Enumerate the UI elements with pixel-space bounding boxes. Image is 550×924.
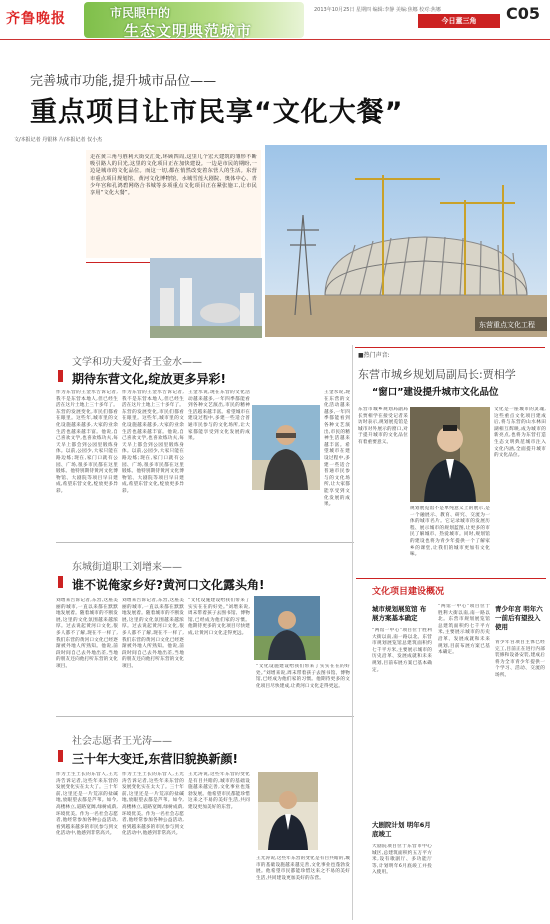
section3-body-col1: 作为土生土长的东营人,王光涛告诉记者,这些年来东营的发展变化实在太大了。三十年前,这里还是一片荒凉的盐碱地,放眼望去都是芦苇。如今,高楼林立,道路宽阔,绿树成荫,环境优美。作为一名社会志愿者,他经常参加各种公益活动,看到越来越多的市民参与到文化活动中,他感到非常高兴。 (56, 772, 118, 837)
box-item1-head: 城市规划展览馆 布展方案基本确定 (372, 605, 427, 622)
lead-title: 重点项目让市民享“文化大餐” (30, 97, 404, 128)
sidebar-body-right: 文化是一座城市的灵魂,这些重点文化项目建成后,将与东营的山水林田湖相互辉映,成为城市的新亮点,也将为东营打造生态文明典范城市注入文化内涵,全面提升城市的文化品位。 (494, 407, 546, 459)
section1-body-col4: 王金水说,现在东营的文化活动越来越多,一年四季都能看到各种文艺演出,市民的精神生活越来越丰富。希望城市在建设过程中,多建一些适合普通市民参与的文化场所,让大家都能享受到文化发展的成果。 (324, 390, 350, 508)
banner-line-2: 生态文明典范城市 (124, 22, 253, 40)
section3-body-col3: 王光涛说,这些年东营的变化是有目共睹的,城市的基础设施越来越完善,文化事业也蓬勃发展。他希望市民都能珍惜这来之不易的美好生活,共同建设更加美好的东营。 (188, 772, 250, 810)
box-item3-head: 青少年宫 明年六一前后有望投入使用 (495, 605, 543, 631)
section2-kicker: 东城街道职工刘增来—— (72, 562, 182, 573)
official-portrait-photo (410, 407, 490, 502)
section2-body-col4: “文化设施建设给我们带来了实实在在的好处。”刘增来说,周末带着孩子去图书馆、博物馆,已经成为他们家的习惯。他期待更多的文化项目尽快建成,让黄河口文化走得更远。 (256, 664, 350, 689)
lead-intro-box (86, 150, 261, 258)
section3-kicker: 社会志愿者王光涛—— (72, 736, 172, 747)
box-item3-body: 青少年宫项目主体已经完工,目前正在进行内部装修和设备安装,建成后将为全市青少年提供一个学习、活动、交流的场所。 (495, 640, 545, 678)
sidebar-tag: ■热门声音: (358, 352, 390, 359)
box-item2-head: 大剧院计划 明年6月底竣工 (372, 821, 431, 838)
date-line: 2013年10月25日 星期四 编辑:李静 美编:焦娜 校对:焦娜 (314, 7, 441, 13)
section2-title: 谁不说俺家乡好?黄河口文化露头角! (72, 578, 265, 592)
section1-body-col2: 作为东营的王金水告诉记者,我不是东营本地人,但已经生活在这片土地上三十多年了。东营的发展变化,市民们都看在眼里。这些年,城市里的文化设施越来越多,大家的业余生活也越来越丰富。他说,自己喜欢文学,也喜欢练功夫,每天早上都会到公园里锻炼身体。以前,公园少,大家只能在路边练;现在,家门口就有公园、广场,很多市民都在这里锻炼。他特别期待黄河文化博物馆、大剧院等项目早日建成,希望东营文化,绽放更多异彩。 (122, 390, 184, 494)
wang-jinshui-photo (252, 405, 320, 490)
lead-intro: 走在黄三角与胜利大街交汇处,环顾四周,这里几个宏大建筑的雏形不断吸引路人的目光,这里的文化项目正在加快建设。一边是市民的期盼,一边是城市的文化品位。而这一切,都在悄然改变着东营人的生活。东营市重点项目规划馆、黄河文化博物馆、水城雪莲大剧院、奥体中心、青少年宫和孔鸿碧网络合书城等多项重点文化项目正在紧张施工,让市民享用“文化大餐”。 (90, 154, 257, 197)
section1-body-col1: 作为东营的王金水告诉记者,我不是东营本地人,但已经生活在这片土地上三十多年了。东营的发展变化,市民们都看在眼里。这些年,城市里的文化设施越来越多,大家的业余生活也越来越丰富。他说,自己喜欢文学,也喜欢练功夫,每天早上都会到公园里锻炼身体。以前,公园少,大家只能在路边练;现在,家门口就有公园、广场,很多市民都在这里锻炼。他特别期待黄河文化博物馆、大剧院等项目早日建成,希望东营文化,绽放更多异彩。 (56, 390, 118, 494)
section1-title: 期待东营文化,绽放更多异彩! (72, 372, 227, 386)
newspaper-logo: 齐鲁晚报 (6, 11, 66, 27)
section3-body-col2: 作为土生土长的东营人,王光涛告诉记者,这些年来东营的发展变化实在太大了。三十年前,这里还是一片荒凉的盐碱地,放眼望去都是芦苇。如今,高楼林立,道路宽阔,绿树成荫,环境优美。作为一名社会志愿者,他经常参加各种公益活动,看到越来越多的市民参与到文化活动中,他感到非常高兴。 (122, 772, 184, 837)
sidebar-kicker: 东营市城乡规划局副局长:贾相学 (358, 368, 516, 381)
sidebar-rule (355, 347, 545, 348)
section2-body-col2: 刘增来告诉记者,东营,这座美丽的城市,一直以来都在默默地发展着。随着城市的不断发展,这里的文化氛围越来越浓厚。过去说起黄河口文化,很多人都不了解,现在不一样了,我们东营的黄河口文化已经逐渐被外地人所熟知。他说,前段时间自己去外地出差,当地的朋友还向他打听东营的文化项目。 (122, 598, 184, 669)
city-model-photo (150, 258, 262, 338)
section3-title: 三十年大变迁,东营旧貌换新颜! (72, 752, 239, 766)
stadium-construction-photo (265, 145, 547, 337)
section1-marker (58, 370, 63, 382)
wang-guangtao-photo (258, 772, 318, 850)
liu-zenglai-photo (254, 596, 320, 660)
box-item2-body: 大剧院项目位于东营市中心城区,总建筑面积约五万平方米,设有歌剧厅、多功能厅等,计划明年6月底竣工并投入使用。 (372, 844, 432, 876)
section1-kicker: 文学和功夫爱好者王金水—— (72, 357, 202, 368)
box-rule (356, 578, 546, 579)
photo-caption: 东营重点文化工程 (479, 321, 535, 329)
box-title: 文化项目建设概况 (372, 587, 445, 597)
banner-line-1: 市民眼中的 (110, 6, 171, 20)
column-rule (352, 345, 353, 920)
edition-badge: 今日董三角 (418, 14, 500, 28)
box-col2: “两馆一中心”项目位于胜利大街以南,南一路以北。东营市规划展览馆总建筑面积约七千平方米,主要展示城市的历史沿革、发展成就和未来规划,目前布展方案已基本确定。 (438, 604, 490, 656)
sidebar-body-mid: 规划展览馆不是单纯意义上的展示,是一个融展示、教育、研究、交流为一体的城市名片。它记录城市的发展历程、展示城市的规划蓝图,让更多的市民了解城市、热爱城市。同时,规划馆的建设也将为青少年提供一个了解家乡的课堂,让我们的城市更加有文化味。 (410, 506, 490, 558)
lead-kicker: 完善城市功能,提升城市品位—— (30, 74, 217, 89)
section2-marker (58, 576, 63, 588)
sidebar-title: “窗口”建设提升城市文化品位 (372, 387, 499, 398)
section3-marker (58, 750, 63, 762)
lead-byline: 文/本报记者 丹银林 片/本报记者 仅小杰 (14, 137, 103, 143)
section2-body-col1: 刘增来告诉记者,东营,这座美丽的城市,一直以来都在默默地发展着。随着城市的不断发展,这里的文化氛围越来越浓厚。过去说起黄河口文化,很多人都不了解,现在不一样了,我们东营的黄河口文化已经逐渐被外地人所熟知。他说,前段时间自己去外地出差,当地的朋友还向他打听东营的文化项目。 (56, 598, 118, 669)
box-item1-body: “两馆一中心”项目位于胜利大街以南,南一路以北。东营市规划展览馆总建筑面积约七千平方米,主要展示城市的历史沿革、发展成就和未来规划,目前布展方案已基本确定。 (372, 628, 432, 673)
sidebar-intro: 东营市城乡规划局副局长贾相学在接受记者采访时表示,规划展览馆是城市对外展示的窗口,对于提升城市的文化品位有着重要意义。 (358, 407, 408, 445)
section3-body-col4: 王光涛说,这些年东营的变化是有目共睹的,城市的基础设施越来越完善,文化事业也蓬勃发展。他希望市民都能珍惜这来之不易的美好生活,共同建设更加美好的东营。 (256, 856, 350, 881)
divider (56, 542, 354, 543)
page-number: C05 (506, 4, 541, 23)
divider (56, 716, 354, 717)
section1-body-col3: 王金水说,现在东营的文化活动越来越多,一年四季都能看到各种文艺演出,市民的精神生活越来越丰富。希望城市在建设过程中,多建一些适合普通市民参与的文化场所,让大家都能享受到文化发展的成果。 (188, 390, 250, 442)
section2-body-col3: “文化设施建设给我们带来了实实在在的好处。”刘增来说,周末带着孩子去图书馆、博物馆,已经成为他们家的习惯。他期待更多的文化项目尽快建成,让黄河口文化走得更远。 (188, 598, 250, 636)
